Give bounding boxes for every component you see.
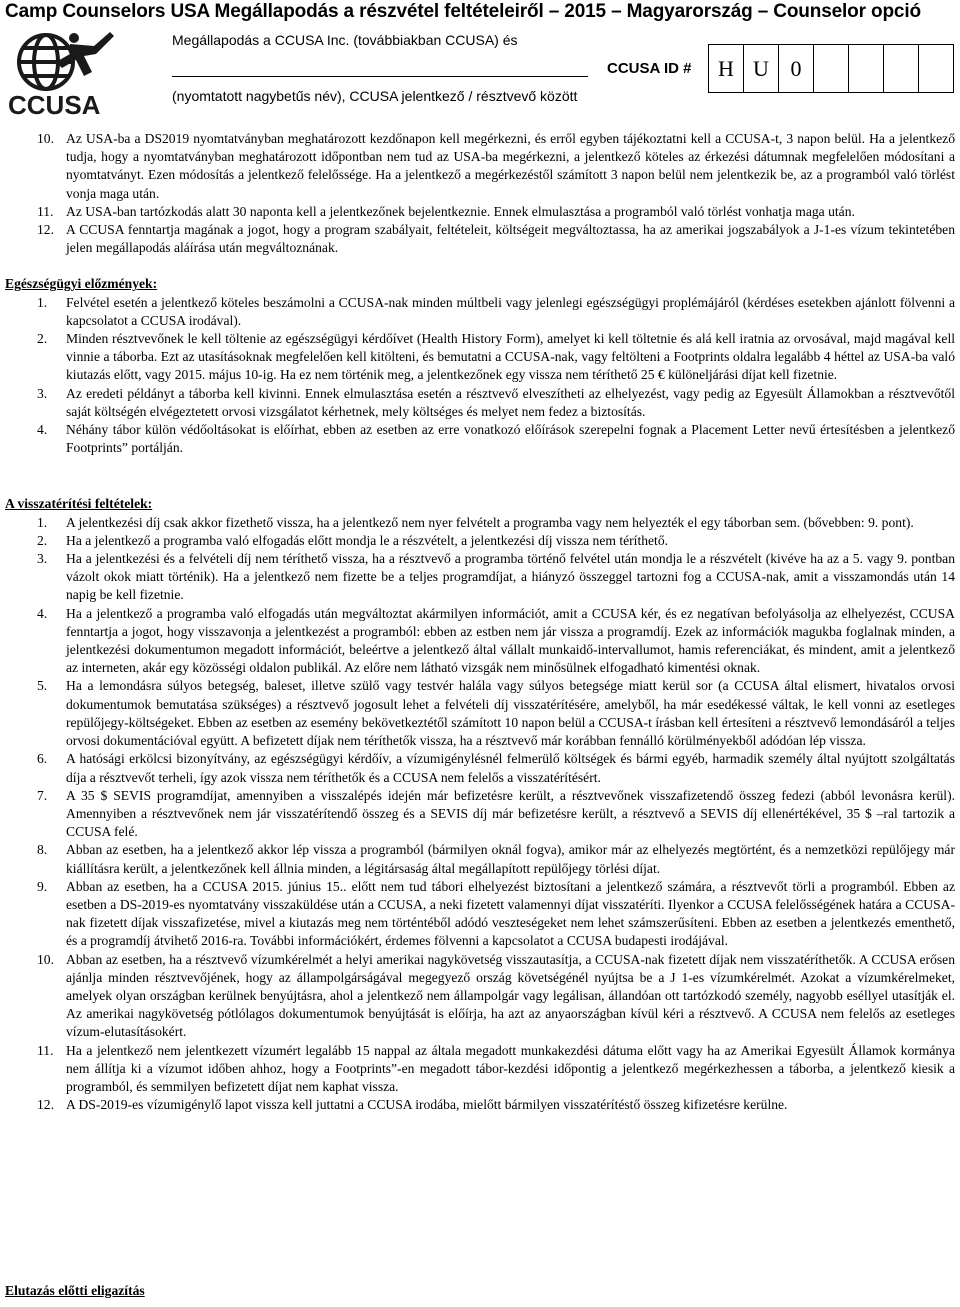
- list-item: 2. Minden résztvevőnek le kell töltenie az egészségügyi kérdőívet (Health History Form), amelyet ki kell töltetnie és alá kell iratnia az orvosával, majd magával kell vinnie a táborba. Ezt az utasításoknak megfelelően kell kitölteni, és bemutatni a CCUSA-nak, vagy feltölteni a Footprints oldalra legalább 4 héttel az USA-ba való kiutazás előtt, vagy 2015. május 10-ig. Ha ez nem történik meg, a jelentkezőnek egy vissza nem téríthető 25 € különeljárási díjat kell fizetnie.: [37, 331, 955, 383]
- list-item: 9. Abban az esetben, ha a CCUSA 2015. június 15.. előtt nem tud tábori elhelyezést biztosítani a jelentkező számára, a résztvevőt törli a programból. Ebben az esetben a DS-2019-es nyomtatvány visszaküldése után a CCUSA, a neki fizetett valamennyi díjat visszatéríti. Ilyenkor a CCUSA felelősségének határa a CCUSA-nak fizetett díjak visszafizetése, mivel a kiutazás meg nem történtéből adódó veszteségeket nem lehet számszerűsíteni. Ebben az esetben a jelentkezés ementhető, és a programdíj átvihető 2016-ra. További információkért, érdemes fölvenni a kapcsolatot a CCUSA budapesti irodájával.: [37, 878, 955, 949]
- list-item: 8. Abban az esetben, ha a jelentkező akkor lép vissza a programból (bármilyen oknál fogva), amikor már az elhelyezés megtörtént, és a nemzetközi repülőjegy már kiállításra került, a jelentkezőnek kell állnia minden, a légitársaság által megállapított repülőjegy törlési díjat.: [37, 842, 955, 876]
- refund-section-heading: A visszatérítési feltételek:: [5, 496, 153, 512]
- id-box: [814, 44, 849, 93]
- list-item: 2. Ha a jelentkező a programba való elfogadás előtt mondja le a részvételt, a jelentkezési díj vissza nem téríthető.: [37, 532, 669, 548]
- list-item: 12. A DS-2019-es vízumigénylő lapot vissza kell juttatni a CCUSA irodába, mielőtt bármilyen visszatérítéstő összeg kifizetésre kerülne.: [37, 1097, 788, 1113]
- list-item: 5. Ha a lemondásra súlyos betegség, baleset, illetve szülő vagy testvér halála vagy súlyos betegsége miatt kerül sor (a CCUSA által elismert, hivatalos orvosi dokumentumok bemutatása szükséges) a résztvevő jogosult lehet a felvételi díj visszatérítésére, amelyből, ha már esedékessé váltak, le kell vonni az esetleges repülőjegy-költségeket. Ebben az esetben az esemény bekövetkeztétől számított 10 napon belül a CCUSA-t írásban kell értesíteni a résztvevő lemondásáról a teljes orvosi dokumentációval együtt. A befizetett díjak nem téríthetők vissza, ha a résztvevő már korábban fennálló körülményekből adódóan lép vissza.: [37, 678, 955, 749]
- agreement-parties-line: (nyomtatott nagybetűs név), CCUSA jelentkező / résztvevő között: [172, 88, 578, 104]
- list-item: 3. Ha a jelentkezési és a felvételi díj nem téríthető vissza, ha a résztvevő a programba történő felvétel után mondja le a részvételt (kivéve ha az a 5. vagy 9. pontban vázolt okok miatt történik). Ha a jelentkező nem fizette be a teljes programdíjat, a hiányzó összeggel tartozni fog a CCUSA-nak, amit a visszamondás után 14 napig be kell fizetnie.: [37, 551, 955, 603]
- list-item: 4. Néhány tábor külön védőoltásokat is előírhat, ebben az esetben az erre vonatkozó előírások szerepelni fognak a Placement Letter nevű értesítésben a jelentkező Footprints” portálján.: [37, 422, 955, 456]
- id-box: 0: [779, 44, 814, 93]
- ccusa-logo: [6, 28, 156, 120]
- list-item: 11. Ha a jelentkező nem jelentkezett vízumért legalább 15 nappal az általa megadott munkakezdési dátuma előtt vagy ha az Amerikai Egyesült Államok kormánya nem állítja ki a vízumot időben ahhoz, hogy a Footprints”-en megadott tábor-kezdési időpontig a jelentkező megérkezhessen a táborba, a jelentkező kiesik a programból, és semmilyen befizetett díjat nem kaphat vissza.: [37, 1042, 955, 1094]
- name-blank-line: [172, 76, 588, 77]
- id-box: H: [709, 44, 744, 93]
- list-item: 1. A jelentkezési díj csak akkor fizethető vissza, ha a jelentkező nem nyer felvételt a programba vagy nem helyezték el egy táborban sem. (bővebben: 9. pont).: [37, 514, 914, 530]
- health-list: [5, 294, 955, 458]
- list-item: 7. A 35 $ SEVIS programdíjat, amennyiben a visszalépés idején már befizetésre került, a résztvevőnek visszafizetendő összeg fedezi (abból levonásra kerül). Amennyiben a résztvevőnek nem jár visszatérítendő összeg és a SEVIS díj már befizetésre került, a résztvevő a SEVIS díj ellenértékével, 35 $ –ral tartozik a CCUSA felé.: [37, 787, 955, 840]
- list-item: 11. Az USA-ban tartózkodás alatt 30 naponta kell a jelentkezőnek bejelentkeznie. Ennek elmulasztása a programból való törlést vonhatja maga után.: [37, 203, 855, 219]
- list-item: 4. Ha a jelentkező a programba való elfogadás után megváltoztat akármilyen információt, amit a CCUSA kér, és ez negatívan befolyásolja az elhelyezést, CCUSA fenntartja a jogot, hogy visszavonja a jelentkezést a programból: ebben az estben nem jár vissza a programdíj. Ezek az információk magukba foglalnak minden, a jelentkezési dokumentumon megadott információt, beleértve a jelentkező által vállalt munkaidő-intervallumot, hamis referenciákat, és mindent, amit a jelentkező az interneten, akár egy közösségi oldalon publikál. Az előre nem látható vizsgák nem minősülnek elfogadható kimentési oknak.: [37, 605, 955, 676]
- svg-text:CCUSA: CCUSA: [8, 90, 101, 120]
- intro-list: [5, 130, 955, 257]
- health-section-heading: Egészségügyi előzmények:: [5, 276, 158, 292]
- document-body: [5, 130, 955, 1114]
- id-box: [849, 44, 884, 93]
- ccusa-id-boxes: [708, 44, 954, 93]
- list-item: 6. A hatósági erkölcsi bizonyítvány, az egészségügyi kérdőív, a vízumigénylésnél felmerülő költségek és bármi egyéb, harmadik személy által nyújtott szolgáltatás díja a résztvevőt terheli, így azok vissza nem téríthetők és a CCUSA nem felelős a visszatérítésért.: [37, 751, 955, 785]
- ccusa-id-label: CCUSA ID #: [607, 60, 692, 77]
- travel-section-heading: Elutazás előtti eligazítás: [5, 1283, 145, 1298]
- id-box: [884, 44, 919, 93]
- id-box: U: [744, 44, 779, 93]
- list-item: 3. Az eredeti példányt a táborba kell kivinni. Ennek elmulasztása esetén a résztvevő elveszítheti az elhelyezést, vagy pedig az Egyesült Államokban a résztvevőtől saját költségén elvégeztetett orvosi vizsgálatot kérhetnek, mely költséges és melyet nem fedez a biztosítás.: [37, 385, 955, 419]
- list-item: 12. A CCUSA fenntartja magának a jogot, hogy a program szabályait, feltételeit, költségeit megváltoztassa, ha az amerikai jogszabályok a J-1-es vízum tekintetében jelen megállapodás aláírása után megváltoznának.: [37, 222, 955, 256]
- list-item: 10. Az USA-ba a DS2019 nyomtatványban meghatározott kezdőnapon kell megérkezni, és erről egyben tájékoztatni kell a CCUSA-t, 3 napon belül. Ha a jelentkező tudja, hogy a nyomtatványban meghatározott időpontban nem tud az USA-ba megérkezni, a jelentkező köteles az érkezési dátumnak megfelelően módosítani a nyomtatványt. Ezen módosítás a jelentkező felelőssége. Ha a jelentkező a megérkezéstől számított 3 napon belül nem jelentkezik be, az a programból való törlést vonja maga után.: [37, 131, 955, 201]
- agreement-intro-line: Megállapodás a CCUSA Inc. (továbbiakban CCUSA) és: [172, 32, 518, 48]
- id-box: [919, 44, 954, 93]
- list-item: 10. Abban az esetben, ha a résztvevő vízumkérelmét a helyi amerikai nagykövetség visszautasítja, a CCUSA-nak fizetett díjak nem visszatéríthetők. A CCUSA erősen ajánlja minden résztvevőjének, hogy az állampolgárságával megegyező ország követségénél nyújtsa be a J 1-es vízumkérelmét. Azokat a vízumkérelmeket, amelyek olyan országban kerülnek benyújtásra, ahol a jelentkező nem állampolgár vagy legálisan, állandóan ott tartózkodó személy, nagyobb eséllyel utasítják el. Az amerikai nagykövetség pótlólagos dokumentumok benyújtását is előírja, ha azt az anyaországban kívül kéri a résztvevő. A CCUSA nem felelős az esetleges vízum-elutasításokért.: [37, 951, 955, 1040]
- refund-list: [5, 514, 955, 1115]
- page-title: Camp Counselors USA Megállapodás a részvétel feltételeiről – 2015 – Magyarország – Counselor opció: [5, 1, 921, 22]
- list-item: 1. Felvétel esetén a jelentkező köteles beszámolni a CCUSA-nak minden múltbeli vagy jelenlegi egészségügyi proplémájáról (kérdéses esetekben ajánlott fölvenni a kapcsolatot a CCUSA irodával).: [37, 294, 955, 328]
